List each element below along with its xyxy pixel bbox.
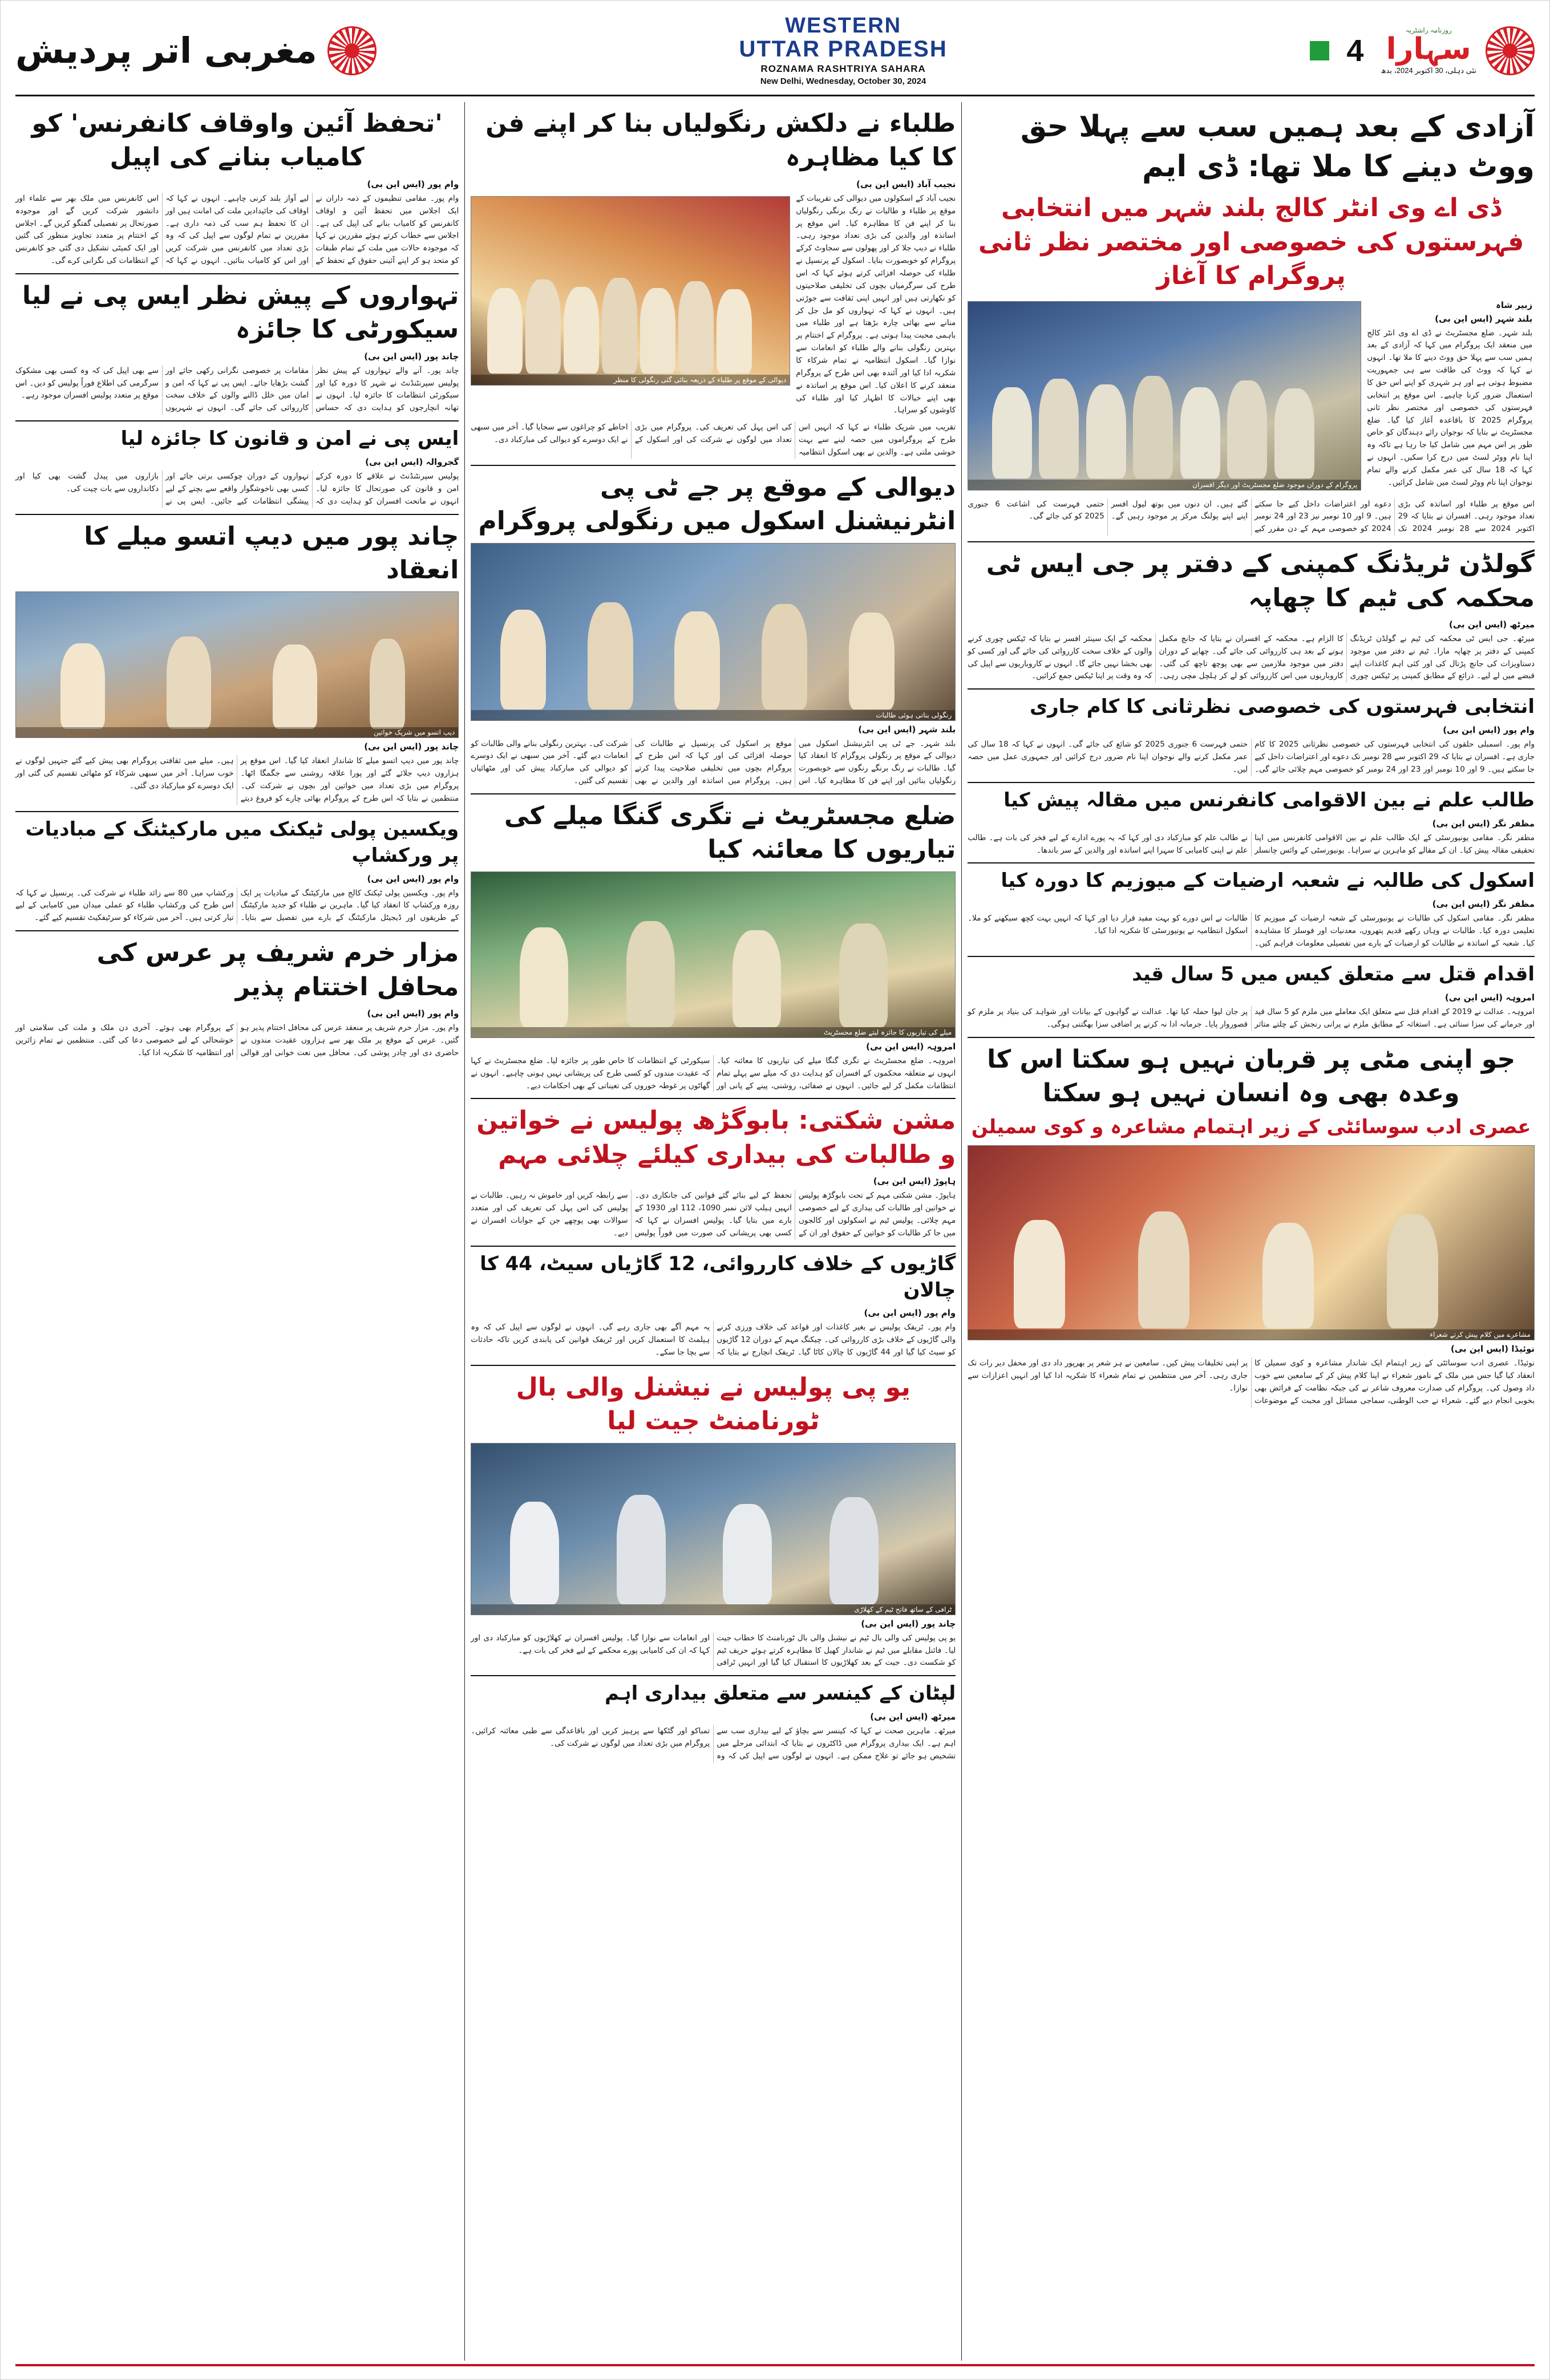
article-subhead: ڈی اے وی انٹر کالج بلند شہر میں انتخابی فہرستوں کی خصوصی اور مختصر نظر ثانی پروگرام کا آغاز: [978, 193, 1524, 291]
masthead-center: [377, 15, 1310, 87]
article-headline: آزادی کے بعد ہمیں سب سے پہلا حق ووٹ دینے کا ملا تھا: ڈی ایم: [1020, 110, 1535, 184]
article-byline: وام پور (ایس این بی): [1443, 725, 1535, 736]
article-headline: طالب علم نے بین الاقوامی کانفرنس میں مقالہ پیش کیا: [1003, 788, 1535, 812]
article-headline: مشن شکتی: بابوگڑھ پولیس نے خواتین و طالبات کی بیداری کیلئے چلائی مہم: [476, 1106, 956, 1169]
masthead-english-line1: WESTERN: [785, 13, 902, 38]
article-headline: تہواروں کے پیش نظر ایس پی نے لیا سیکورٹی کا جائزہ: [22, 281, 459, 344]
article-a8: [15, 421, 459, 514]
masthead-english-line2: UTTAR PRADESH: [739, 37, 948, 62]
column-right: [968, 102, 1535, 2361]
article-headline: ویکسین پولی ٹیکنک میں مارکیٹنگ کے مبادیات پر ورکشاپ: [25, 817, 459, 867]
photo-figures: [968, 1146, 1534, 1340]
article-headline: طلباء نے دلکش رنگولیاں بنا کر اپنے فن کا کیا مظاہرہ: [485, 109, 956, 172]
article-byline: زبیر شاہ: [1496, 299, 1533, 310]
photo-caption: دیپ اتسو میں شریک خواتین: [16, 727, 458, 737]
article-byline: امروہہ (ایس این بی): [1444, 992, 1535, 1003]
article-body: میرٹھ۔ جی ایس ٹی محکمہ کی ٹیم نے گولڈن ٹریڈنگ کمپنی کے دفتر پر چھاپہ مارا۔ ٹیم نے دفتر میں موجود دستاویزات کی جانچ پڑتال کی اور کئی اہم کاغذات اپنے قبضے میں لے لیے۔ ذرائع کے مطابق کمپنی پر ٹیکس چوری کا الزام ہے۔ محکمہ کے افسران نے بتایا کہ جانچ مکمل ہونے کے بعد ہی کارروائی کی جائے گی۔ چھاپے کے دوران دفتر میں موجود ملازمین سے بھی پوچھ تاچھ کی گئی۔ کاروباریوں میں اس کارروائی کو لے کر ہلچل مچی رہی۔ محکمہ کے ایک سینئر افسر نے بتایا کہ ٹیکس چوری کرنے والوں کے خلاف سخت کارروائی کی جائے گی اور کسی کو بھی بخشا نہیں جائے گا۔ انہوں نے کاروباریوں سے اپیل کی کہ وہ وقت پر اپنا ٹیکس جمع کرائیں۔: [968, 634, 1535, 681]
masthead-title-urdu: مغربی اتر پردیش: [15, 30, 317, 71]
article-byline: چاند پور (ایس این بی): [364, 741, 459, 752]
article-body: وام پور۔ مزار خرم شریف پر منعقد عرس کی محافل اختتام پذیر ہو گئیں۔ عرس کے موقع پر ملک بھر سے ہزاروں عقیدت مندوں نے حاضری دی اور چادر پوشی کی۔ محافل میں نعت خوانی اور قوالی کے پروگرام بھی ہوئے۔ آخری دن ملک و ملت کی سلامتی اور خوشحالی کے لیے خصوصی دعا کی گئی۔ منتظمین نے تمام زائرین اور انتظامیہ کا شکریہ ادا کیا۔: [15, 1023, 459, 1057]
article-byline: میرٹھ (ایس این بی): [1448, 619, 1535, 630]
article-body-lower: تقریب میں شریک طلباء نے کہا کہ انہیں اس طرح کے پروگراموں میں حصہ لینے سے بہت خوشی ملتی ہے۔ والدین نے بھی اسکول انتظامیہ کی اس پہل کی تعریف کی۔ پروگرام میں بڑی تعداد میں لوگوں نے شرکت کی اور اسکول کے احاطے کو چراغوں سے سجایا گیا۔ آخر میں سبھی نے ایک دوسرے کو دیوالی کی مبارکباد دی۔: [471, 423, 956, 457]
article-body-lower: اس موقع پر طلباء اور اساتذہ کی بڑی تعداد موجود رہی۔ افسران نے بتایا کہ 29 اکتوبر 2024 سے 28 نومبر 2024 تک دعوے اور اعتراضات داخل کیے جا سکتے ہیں۔ 9 اور 10 نومبر نیز 23 اور 24 نومبر 2024 کو خصوصی مہم کے دن مقرر کیے گئے ہیں۔ ان دنوں میں بوتھ لیول افسر اپنے اپنے پولنگ مرکز پر موجود رہیں گے۔ حتمی فہرست کی اشاعت 6 جنوری 2025 کو کی جائے گی۔: [968, 499, 1535, 534]
article-a17: [471, 1676, 956, 1768]
article-headline: 'تحفظ آئین واوقاف کانفرنس' کو کامیاب بنانے کی اپیل: [31, 109, 443, 172]
article-a1: [471, 102, 956, 466]
article-byline: وام پور (ایس این بی): [367, 1008, 459, 1019]
article-byline: چاند پور (ایس این بی): [364, 351, 459, 362]
logo-top-line: روزنامہ راشٹریہ: [1405, 26, 1452, 34]
photo-caption: میلے کی تیاریوں کا جائزہ لیتے ضلع مجسٹریٹ: [471, 1027, 955, 1037]
article-headline: اقدام قتل سے متعلق کیس میں 5 سال قید: [1132, 962, 1535, 986]
photo-figures: [471, 1444, 955, 1615]
page-number: 4: [1346, 33, 1364, 68]
masthead-english-line4: New Delhi, Wednesday, October 30, 2024: [760, 76, 926, 87]
article-body: امروہہ۔ ضلع مجسٹریٹ نے تگری گنگا میلے کی تیاریوں کا معائنہ کیا۔ انہوں نے متعلقہ محکموں کے افسران کو ہدایت دی کہ میلے سے پہلے تمام انتظامات مکمل کر لیے جائیں۔ انہوں نے صفائی، روشنی، پینے کے پانی اور سیکورٹی کے انتظامات کا خاص طور پر جائزہ لیا۔ ضلع مجسٹریٹ نے کہا کہ عقیدت مندوں کو کسی طرح کی پریشانی نہیں ہونی چاہیے۔ انہوں نے گھاٹوں پر غوطہ خوروں کی تعیناتی کے بھی احکامات دیے۔: [471, 1056, 956, 1090]
photo-figures: [471, 197, 790, 385]
article-byline: امروہہ (ایس این بی): [866, 1041, 956, 1052]
article-body: وام پور۔ مقامی تنظیموں کے ذمہ داران نے ایک اجلاس میں تحفظ آئین و اوقاف کانفرنس کو کامیاب بنانے کی اپیل کی ہے۔ اجلاس سے خطاب کرتے ہوئے مقررین نے کہا کہ موجودہ حالات میں ملت کے تمام طبقات کو متحد ہو کر اپنے آئینی حقوق کے تحفظ کے لیے آواز بلند کرنی چاہیے۔ انہوں نے کہا کہ اوقاف کی جائیدادیں ملت کی امانت ہیں اور ان کا تحفظ ہم سب کی ذمہ داری ہے۔ مقررین نے تمام لوگوں سے اپیل کی کہ وہ بڑی تعداد میں کانفرنس میں شرکت کریں اور اس کو کامیاب بنائیں۔ انہوں نے کہا کہ اس کانفرنس میں ملک بھر سے علماء اور دانشور شرکت کریں گے اور موجودہ صورتحال پر تفصیلی گفتگو کریں گے۔ اجلاس کے اختتام پر متعدد تجاویز منظور کی گئیں اور ایک کمیٹی تشکیل دی گئی جو کانفرنس کے انتظامات کی نگرانی کرے گی۔: [15, 193, 459, 266]
masthead-left: [1310, 26, 1535, 75]
decorative-square: [1310, 41, 1329, 60]
article-photo: [471, 871, 956, 1038]
article-byline-location: بلند شہر (ایس این بی): [1435, 313, 1533, 324]
article-a11: [15, 515, 459, 812]
article-body: چاند پور۔ آنے والے تہواروں کے پیش نظر پولیس سپرنٹنڈنٹ نے شہر کا دورہ کیا اور سیکورٹی انتظامات کا جائزہ لیا۔ انہوں نے تھانہ انچارجوں کو ہدایت دی کہ حساس مقامات پر خصوصی نگرانی رکھی جائے اور گشت بڑھایا جائے۔ ایس پی نے کہا کہ امن و امان میں خلل ڈالنے والوں کے خلاف سخت کارروائی کی جائے گی۔ انہوں نے شہریوں سے بھی اپیل کی کہ وہ کسی بھی مشکوک سرگرمی کی اطلاع فوراً پولیس کو دیں۔ اس موقع پر متعدد پولیس افسران موجود رہے۔: [15, 366, 459, 413]
article-body: مظفر نگر۔ مقامی یونیورسٹی کے ایک طالب علم نے بین الاقوامی کانفرنس میں اپنا تحقیقی مقالہ پیش کیا۔ ان کے مقالے کو ماہرین نے سراہا۔ یونیورسٹی کے وائس چانسلر نے طالب علم کو مبارکباد دی اور کہا کہ یہ پورے ادارے کے لیے فخر کی بات ہے۔ طالب علم نے اپنی کامیابی کا سہرا اپنے اساتذہ اور والدین کے سر باندھا۔: [968, 833, 1535, 855]
article-a16: [471, 1366, 956, 1676]
article-headline: جو اپنی مٹی پر قربان نہیں ہو سکتا اس کا وعدہ بھی وہ انسان نہیں ہو سکتا: [987, 1044, 1516, 1108]
article-byline: گجروالہ (ایس این بی): [365, 457, 459, 468]
article-photo: [15, 591, 459, 738]
article-headline: مزار خرم شریف پر عرس کی محافل اختتام پذیر: [96, 938, 459, 1002]
article-headline: چاند پور میں دیپ اتسو میلے کا انعقاد: [84, 521, 459, 585]
logo-urdu: سہارا: [1386, 31, 1471, 66]
footer-rule: [15, 2364, 1535, 2366]
article-body: وام پور۔ ویکسین پولی ٹیکنک کالج میں مارکیٹنگ کے مبادیات پر ایک روزہ ورکشاپ کا انعقاد کیا گیا۔ ماہرین نے طلباء کو جدید مارکیٹنگ کے طریقوں اور ڈیجیٹل مارکیٹنگ کے بارے میں تفصیل سے بتایا۔ ورکشاپ میں 80 سے زائد طلباء نے شرکت کی۔ پرنسپل نے کہا کہ اس طرح کی ورکشاپ طلباء کو عملی میدان میں کامیابی کے لیے تیار کرتی ہیں۔ آخر میں شرکاء کو سرٹیفکیٹ تقسیم کیے گئے۔: [15, 888, 459, 923]
article-byline: مظفر نگر (ایس این بی): [1432, 899, 1535, 910]
article-a5: [968, 542, 1535, 690]
article-photo: [471, 543, 956, 721]
article-byline: وام پور (ایس این بی): [367, 179, 459, 189]
article-a15: [968, 957, 1535, 1038]
article-headline: اسکول کی طالبہ نے شعبہ ارضیات کے میوزیم کا دورہ کیا: [1001, 869, 1535, 893]
article-a3: [15, 102, 459, 274]
article-byline: میرٹھ (ایس این بی): [870, 1712, 956, 1722]
article-body: میرٹھ۔ ماہرین صحت نے کہا کہ کینسر سے بچاؤ کے لیے بیداری سب سے اہم ہے۔ ایک بیداری پروگرام میں ڈاکٹروں نے بتایا کہ ابتدائی مرحلے میں تشخیص ہو جائے تو علاج ممکن ہے۔ انہوں نے لوگوں سے اپیل کی کہ وہ تمباکو اور گٹکھا سے پرہیز کریں اور باقاعدگی سے طبی معائنہ کرائیں۔ پروگرام میں بڑی تعداد میں لوگوں نے شرکت کی۔: [471, 1726, 956, 1761]
article-headline: ایس پی نے امن و قانون کا جائزہ لیا: [120, 427, 459, 451]
article-a2: [968, 102, 1535, 542]
photo-caption: دیوالی کے موقع پر طلباء کے ذریعہ بنائی گئی رنگولی کا منظر: [471, 375, 790, 385]
article-headline: گولڈن ٹریڈنگ کمپنی کے دفتر پر جی ایس ٹی محکمہ کی ٹیم کا چھاپہ: [986, 549, 1535, 613]
article-photo: [471, 196, 790, 386]
article-byline: مظفر نگر (ایس این بی): [1432, 818, 1535, 829]
article-body: یو پی پولیس کی والی بال ٹیم نے نیشنل والی بال ٹورنامنٹ کا خطاب جیت لیا۔ فائنل مقابلے میں ٹیم نے شاندار کھیل کا مظاہرہ کرتے ہوئے حریف ٹیم کو شکست دی۔ جیت کے بعد کھلاڑیوں کا استقبال کیا گیا اور انہیں ٹرافی اور انعامات سے نوازا گیا۔ پولیس افسران نے کھلاڑیوں کو مبارکباد دی اور کہا کہ ان کی کامیابی پورے محکمے کے لیے فخر کی بات ہے۔: [471, 1633, 956, 1668]
photo-figures: [471, 872, 955, 1037]
article-subhead: عصری ادب سوسائٹی کے زیر اہتمام مشاعرہ و کوی سمیلن: [971, 1116, 1531, 1139]
sunburst-icon-left: [1486, 26, 1535, 75]
article-a18: [15, 812, 459, 931]
article-headline: گاڑیوں کے خلاف کارروائی، 12 گاڑیاں سیٹ، 44 کا چالان: [480, 1252, 956, 1302]
article-body: بلند شہر۔ ضلع مجسٹریٹ نے ڈی اے وی انٹر کالج میں منعقد ایک پروگرام میں کہا کہ آزادی کے بعد ہمیں سب سے پہلا حق ووٹ دینے کا ملا تھا۔ انہوں نے کہا کہ ووٹ کی طاقت سے ہی جمہوریت مضبوط ہوتی ہے اور ہر شہری کو اپنے اس حق کا استعمال ضرور کرنا چاہیے۔ اس موقع پر انتخابی فہرستوں کی خصوصی اور مختصر نظر ثانی پروگرام 2025 کا باقاعدہ آغاز کیا گیا۔ ضلع مجسٹریٹ نے بتایا کہ نوجوان رائے دہندگان کو خاص طور پر اس مہم میں شامل کیا جا رہا ہے تاکہ وہ اپنا نام ووٹر لسٹ میں درج کرا سکیں۔ انہوں نے کہا کہ 18 سال کی عمر مکمل کرنے والے تمام نوجوان اپنا نام ووٹر لسٹ میں شامل کرائیں۔: [1367, 328, 1533, 487]
article-photo: [968, 301, 1361, 490]
photo-caption: ٹرافی کے ساتھ فاتح ٹیم کے کھلاڑی: [471, 1604, 955, 1615]
article-byline: وام پور (ایس این بی): [367, 873, 459, 884]
article-headline: دیوالی کے موقع پر جے ٹی پی انٹرنیشنل اسکول میں رنگولی پروگرام: [478, 472, 956, 536]
article-byline: ہاپوڑ (ایس این بی): [873, 1176, 956, 1187]
masthead-right: [15, 26, 377, 75]
column-divider: [961, 102, 962, 2361]
article-a20: [15, 931, 459, 1065]
column-left: [15, 102, 459, 2361]
article-headline: یو پی پولیس نے نیشنل والی بال ٹورنامنٹ جیت لیا: [516, 1372, 910, 1436]
article-headline: ضلع مجسٹریٹ نے تگری گنگا میلے کی تیاریوں کا معائنہ کیا: [504, 801, 956, 865]
article-a19: [968, 1038, 1535, 1413]
article-byline: نجیب آباد (ایس این بی): [856, 179, 956, 189]
article-photo: [968, 1145, 1535, 1340]
photo-figures: [16, 592, 458, 737]
article-a13: [471, 1099, 956, 1246]
article-body: وام پور۔ ٹریفک پولیس نے بغیر کاغذات اور قواعد کی خلاف ورزی کرنے والی گاڑیوں کے خلاف بڑی کارروائی کی۔ چیکنگ مہم کے دوران 12 گاڑیوں کو سیٹ کیا گیا اور 44 گاڑیوں کا چالان کاٹا گیا۔ ٹریفک انچارج نے بتایا کہ یہ مہم آگے بھی جاری رہے گی۔ انہوں نے لوگوں سے اپیل کی کہ وہ ہیلمٹ کا استعمال کریں اور ٹریفک قوانین کی پابندی کریں تاکہ حادثات سے بچا جا سکے۔: [471, 1323, 956, 1357]
logo-date: نئی دہلی، 30 اکتوبر 2024، بدھ: [1381, 66, 1476, 75]
publication-logo: [1381, 26, 1476, 75]
article-a12: [968, 863, 1535, 956]
article-byline: چاند پور (ایس این بی): [861, 1618, 956, 1629]
photo-caption: پروگرام کے دوران موجود ضلع مجسٹریٹ اور دیگر افسران: [968, 480, 1361, 490]
masthead: [15, 11, 1535, 96]
page-content: [15, 102, 1535, 2361]
article-a10: [968, 783, 1535, 864]
article-headline: لپٹان کے کینسر سے متعلق بیداری اہم: [605, 1682, 956, 1705]
article-body: بلند شہر۔ جے ٹی پی انٹرنیشنل اسکول میں دیوالی کے موقع پر رنگولی پروگرام کا انعقاد کیا گیا۔ طالبات نے رنگ برنگے رنگوں سے خوبصورت رنگولیاں بنائیں اور اپنے فن کا مظاہرہ کیا۔ اس موقع پر اسکول کی پرنسپل نے طالبات کی حوصلہ افزائی کی اور کہا کہ اس طرح کے پروگرام بچوں میں تخلیقی صلاحیت پیدا کرتے ہیں۔ پروگرام میں اساتذہ اور والدین نے بھی شرکت کی۔ بہترین رنگولی بنانے والی طالبات کو انعامات دیے گئے۔ آخر میں سبھی نے ایک دوسرے کو دیوالی کی مبارکباد پیش کی اور مٹھائیاں تقسیم کی گئیں۔: [471, 739, 956, 786]
article-a4: [471, 466, 956, 794]
article-body: نجیب آباد کے اسکولوں میں دیوالی کی تقریبات کے موقع پر طلباء و طالبات نے رنگ برنگی رنگولیاں بنا کر اپنے فن کا مظاہرہ کیا۔ اس موقع پر اساتذہ اور والدین کی بڑی تعداد موجود رہی۔ طلباء نے دیپ جلا کر اور پھولوں سے سجاوٹ کرکے پروگرام کو خوبصورت بنایا۔ اسکول کے پرنسپل نے طلباء کی حوصلہ افزائی کرتے ہوئے کہا کہ اس طرح کی سرگرمیاں بچوں کی تخلیقی صلاحیتوں کو نکھارتی ہیں اور انہیں اپنی ثقافت سے جوڑتی ہیں۔ انہوں نے کہا کہ تہواروں کو مل جل کر منانے سے بھائی چارہ بڑھتا ہے اور طلباء میں باہمی محبت پیدا ہوتی ہے۔ پروگرام کے اختتام پر بہترین رنگولی بنانے والے طلباء کو انعامات سے نوازا گیا۔ اسکول انتظامیہ نے تمام شرکاء کا شکریہ ادا کیا اور آئندہ بھی اس طرح کے پروگرام منعقد کرنے کا اعلان کیا۔ اس موقع پر اساتذہ نے بھی اپنے خیالات کا اظہار کیا اور طلباء کی کاوشوں کو سراہا۔: [796, 193, 956, 415]
article-a6: [968, 690, 1535, 782]
article-body: پولیس سپرنٹنڈنٹ نے علاقے کا دورہ کرکے امن و قانون کی صورتحال کا جائزہ لیا۔ انہوں نے ماتحت افسران کو ہدایت دی کہ تہواروں کے دوران چوکسی برتی جائے اور کسی بھی ناخوشگوار واقعے سے بچنے کے لیے پیشگی انتظامات کیے جائیں۔ ایس پی نے بازاروں میں پیدل گشت بھی کیا اور دکانداروں سے بات چیت کی۔: [15, 472, 459, 506]
sunburst-icon: [327, 26, 377, 75]
article-byline: نوئیڈا (ایس این بی): [1450, 1344, 1535, 1355]
article-headline: انتخابی فہرستوں کی خصوصی نظرثانی کا کام جاری: [1029, 695, 1535, 719]
article-photo: [471, 1443, 956, 1615]
article-a9: [471, 794, 956, 1099]
photo-figures: [968, 302, 1361, 490]
article-body: ہاپوڑ۔ مشن شکتی مہم کے تحت بابوگڑھ پولیس نے خواتین اور طالبات کی بیداری کے لیے خصوصی مہم چلائی۔ پولیس ٹیم نے اسکولوں اور کالجوں میں جا کر طالبات کو خواتین کے حقوق اور ان کے تحفظ کے لیے بنائے گئے قوانین کی جانکاری دی۔ انہیں ہیلپ لائن نمبر 1090، 112 اور 1930 کے بارے میں بتایا گیا۔ پولیس افسران نے کہا کہ کسی بھی پریشانی کی صورت میں فوراً پولیس سے رابطہ کریں اور خاموش نہ رہیں۔ طالبات نے پولیس کی اس پہل کی تعریف کی اور متعدد سوالات بھی پوچھے جن کے جوابات افسران نے دیے۔: [471, 1191, 956, 1238]
article-body: وام پور۔ اسمبلی حلقوں کی انتخابی فہرستوں کی خصوصی نظرثانی 2025 کا کام جاری ہے۔ افسران نے بتایا کہ 29 اکتوبر سے 28 نومبر تک دعوے اور اعتراضات داخل کیے جا سکتے ہیں۔ 9 اور 10 نومبر اور 23 اور 24 نومبر کو خصوصی مہم چلائی جائے گی۔ حتمی فہرست 6 جنوری 2025 کو شائع کی جائے گی۔ انہوں نے کہا کہ 18 سال کی عمر مکمل کرنے والے نوجوان اپنا نام ضرور درج کرائیں اور جمہوری عمل میں حصہ لیں۔: [968, 740, 1535, 774]
article-a14: [471, 1247, 956, 1366]
article-byline: بلند شہر (ایس این بی): [858, 724, 956, 735]
column-divider-2: [464, 102, 465, 2361]
article-body: چاند پور میں دیپ اتسو میلے کا شاندار انعقاد کیا گیا۔ اس موقع پر ہزاروں دیپ جلائے گئے اور پورا علاقہ روشنی سے جگمگا اٹھا۔ پروگرام میں بڑی تعداد میں خواتین اور بچوں نے شرکت کی۔ منتظمین نے بتایا کہ اس طرح کے پروگرام بھائی چارے کو فروغ دیتے ہیں۔ میلے میں ثقافتی پروگرام بھی پیش کیے گئے جنہیں لوگوں نے خوب سراہا۔ آخر میں سبھی شرکاء کو مٹھائی تقسیم کی گئی اور ایک دوسرے کو مبارکباد دی گئی۔: [15, 756, 459, 803]
article-body: مظفر نگر۔ مقامی اسکول کی طالبات نے یونیورسٹی کے شعبہ ارضیات کے میوزیم کا تعلیمی دورہ کیا۔ طالبات نے وہاں رکھے قدیم پتھروں، معدنیات اور فوسلز کا مشاہدہ کیا۔ شعبہ کے اساتذہ نے طالبات کو ارضیات کے بارے میں تفصیلی معلومات فراہم کیں۔ طالبات نے اس دورے کو بہت مفید قرار دیا اور کہا کہ انہیں بہت کچھ سیکھنے کو ملا۔ اسکول انتظامیہ نے یونیورسٹی کا شکریہ ادا کیا۔: [968, 914, 1535, 948]
masthead-english-line3: ROZNAMA RASHTRIYA SAHARA: [760, 63, 926, 75]
article-a7: [15, 274, 459, 421]
article-body: نوئیڈا۔ عصری ادب سوسائٹی کے زیر اہتمام ایک شاندار مشاعرہ و کوی سمیلن کا انعقاد کیا گیا جس میں ملک کے نامور شعراء نے اپنا کلام پیش کر کے سامعین سے خوب داد وصول کی۔ پروگرام کی صدارت معروف شاعر نے کی جبکہ نظامت کے فرائض بھی بخوبی انجام دیے گئے۔ شعراء نے حب الوطنی، سماجی مسائل اور محبت کے موضوعات پر اپنی تخلیقات پیش کیں۔ سامعین نے ہر شعر پر بھرپور داد دی اور محفل دیر رات تک جاری رہی۔ آخر میں منتظمین نے تمام شعراء کا شکریہ ادا کیا اور انہیں اعزازات سے نوازا۔: [968, 1359, 1535, 1405]
article-body: امروہہ۔ عدالت نے 2019 کے اقدام قتل سے متعلق ایک معاملے میں ملزم کو 5 سال قید اور جرمانے کی سزا سنائی ہے۔ استغاثہ کے مطابق ملزم نے پرانی رنجش کے چلتے متاثر پر جان لیوا حملہ کیا تھا۔ عدالت نے گواہوں کے بیانات اور شواہد کی بنیاد پر ملزم کو قصوروار پایا۔ جرمانہ ادا نہ کرنے پر اضافی سزا بھگتنی ہوگی۔: [968, 1007, 1535, 1029]
photo-caption: رنگولی بناتی ہوئی طالبات: [471, 710, 955, 720]
column-center: [471, 102, 956, 2361]
photo-caption: مشاعرے میں کلام پیش کرتے شعراء: [968, 1329, 1534, 1340]
article-byline: وام پور (ایس این بی): [864, 1308, 956, 1319]
photo-figures: [471, 544, 955, 720]
